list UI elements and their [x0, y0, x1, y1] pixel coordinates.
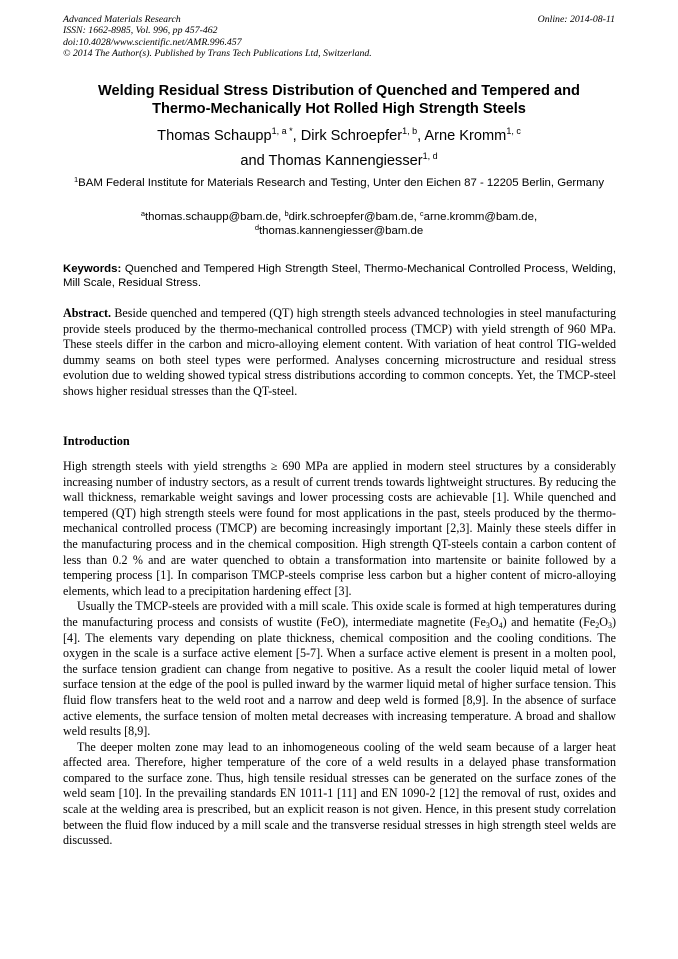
author-affil-mark: 1, c [506, 126, 521, 136]
author-name: and Thomas Kannengiesser [240, 153, 423, 169]
doi-line: doi:10.4028/www.scientific.net/AMR.996.457 [63, 36, 242, 48]
affiliation [63, 176, 615, 191]
intro-paragraph-3: The deeper molten zone may lead to an inhomogeneous cooling of the weld seam because of a larger heat affected area. Therefore, higher temperature of the core of a weld results in a delayed phase transformation compared to the surface zone. Thus, high tensile residual stresses can be generated on the surface zones of the weld seam [10]. In the prevailing standards EN 1011-1 [11] and EN 1090-2 [12] the removal of rust, oxides and scale at the welding area is prescribed, but an explicit reason is not given. Hence, in this present study correlation between the fluid flow induced by a mill scale and the transverse residual stresses in high strength steel welds are discussed. [63, 739, 616, 848]
author-name: Dirk Schroepfer [300, 128, 403, 144]
email-list: $^a$thomas.schaupp@bam.de, $^b$dirk.schroepfer@bam.de, $^c$arne.kromm@bam.de, $^d$thomas.kannengiesser@bam.de [140, 209, 538, 237]
copyright-line: © 2014 The Author(s). Published by Trans Tech Publications Ltd, Switzerland. [63, 48, 372, 60]
keywords [63, 262, 616, 290]
title-line-2: Thermo-Mechanically Hot Rolled High Strength Steels [152, 101, 526, 117]
journal-header [63, 14, 615, 60]
author-list [63, 124, 615, 174]
author-affil-mark: 1, b [402, 126, 418, 136]
introduction-body [63, 459, 616, 849]
author-name: Arne Kromm [424, 128, 507, 144]
journal-name: Advanced Materials Research [63, 14, 181, 25]
author-name: Thomas Schaupp [157, 128, 272, 144]
paper-title [63, 82, 615, 118]
abstract-text: Beside quenched and tempered (QT) high strength steels advanced technologies in steel manufacturing provide steels produced by the thermo-mechanical controlled process (TMCP) with yield strength of 960 MPa. These steels differ in the carbon and micro-alloying element content. With variation of heat control TIG-welded dummy seams on both steel types were performed. Analyses concerning microstructure and residual stress evolution due to welding showed typical stress distributions according to common concepts. Yet, the TMCP-steel shows higher residual stresses than the QT-steel. [63, 306, 616, 398]
authors-line-2 [63, 149, 615, 174]
author-affil-mark: 1, d [422, 151, 438, 161]
authors-line-1: Thomas Schaupp$^{1, a *}$, Dirk Schroepfer$^{1, b}$, Arne Kromm$^{1, c}$ [157, 126, 521, 144]
email-address: dirk.schroepfer@bam.de [288, 211, 414, 223]
title-line-1: Welding Residual Stress Distribution of Quenched and Tempered and [98, 83, 580, 99]
online-date: Online: 2014-08-11 [537, 14, 615, 25]
email-address: arne.kromm@bam.de [423, 211, 534, 223]
author-affil-mark: 1, a * [271, 126, 293, 136]
keywords-label: Keywords: [63, 263, 122, 275]
email-address: thomas.kannengiesser@bam.de [259, 225, 424, 237]
keywords-text: Quenched and Tempered High Strength Steel, Thermo-Mechanical Controlled Process, Welding, Mill Scale, Residual Stress. [63, 263, 616, 289]
intro-paragraph-2: Usually the TMCP-steels are provided with a mill scale. This oxide scale is formed at high temperatures during the manufacturing process and consists of wustite (FeO), intermediate magnetite $(Fe_3O_4)$ and hematite $(Fe_2O_3)$ [4]. The elements vary depending on plate thickness, chemical composition and the cooling conditions. The oxygen in the scale is a surface active element [5-7]. When a surface active element is present in a molten pool, the surface tension gradient can change from negative to positive. As a result the cooler liquid metal of lower surface tension at the edge of the pool is pulled inward by the warmer liquid metal of higher surface tension. This fluid flow transfers heat to the weld root and a narrow and deep weld is formed [8,9]. In the absence of surface active elements, the surface tension of molten metal decreases with increasing temperature. A broad and shallow weld results [8,9]. [63, 599, 616, 739]
abstract-label: Abstract. [63, 306, 112, 320]
intro-paragraph-1: High strength steels with yield strengths ≥ 690 MPa are applied in modern steel structures by a considerably increasing number of industry sectors, as a result of current trends towards lightweight structures. By reducing the wall thickness, remarkable weight savings and lower processing costs are achievable [1]. While quenched and tempered (QT) high strength steels were found for most applications in the past, steels produced by the thermo-mechanical controlled process (TMCP) are becoming increasingly important [2,3]. Mainly these steels differ in the manufacturing process and in the chemical composition. High strength QT-steels contain a carbon content of less than 0.2 % and are water quenched to obtain a transformation into martensite or bainite followed by a tempering process [1]. In comparison TMCP-steels comprise less carbon but a higher content of micro-alloying elements, which lead to a precipitation hardening effect [3]. [63, 459, 616, 598]
issn-line: ISSN: 1662-8985, Vol. 996, pp 457-462 [63, 25, 218, 37]
abstract [63, 306, 616, 400]
section-heading-introduction: Introduction [63, 434, 130, 448]
email-address: thomas.schaupp@bam.de [145, 211, 279, 223]
affiliation-mark: 1 [73, 175, 79, 184]
affiliation-text: BAM Federal Institute for Materials Research and Testing, Unter den Eichen 87 - 12205 Berlin, Germany [78, 177, 605, 189]
